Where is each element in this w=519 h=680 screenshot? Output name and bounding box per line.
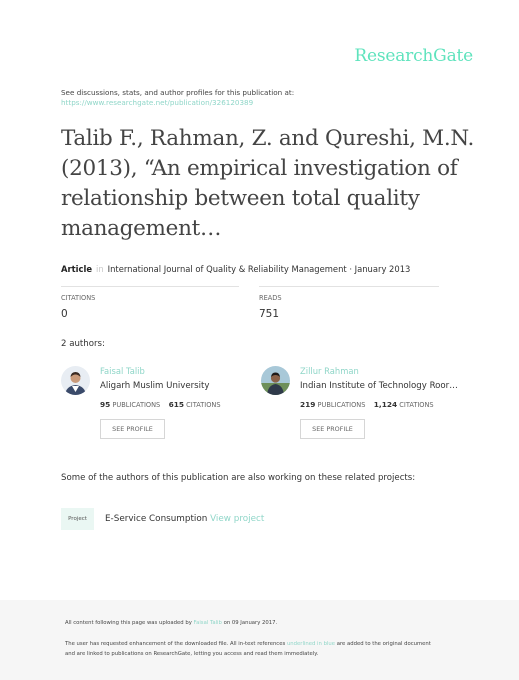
journal-link[interactable]: International Journal of Quality & Reliability Management · January 2013: [107, 264, 411, 274]
author-stats: [100, 400, 221, 409]
author-citations-count: 615: [168, 400, 185, 409]
author-name-link[interactable]: Faisal Talib: [100, 366, 145, 376]
publication-type: Article: [61, 264, 93, 274]
discussion-text: See discussions, stats, and author profiles for this publication at:: [61, 88, 295, 97]
author-avatar[interactable]: [261, 366, 290, 395]
researchgate-logo[interactable]: ResearchGate: [354, 46, 473, 66]
meta-separator: in: [96, 264, 104, 274]
author-citations-count: 1,124: [373, 400, 398, 409]
publication-url-link[interactable]: https://www.researchgate.net/publication/326120389: [61, 98, 254, 107]
author-publications-label: PUBLICATIONS: [112, 401, 161, 409]
upload-notice: [65, 620, 277, 626]
see-profile-button[interactable]: SEE PROFILE: [300, 419, 365, 439]
view-project-link[interactable]: View project: [210, 514, 265, 524]
publication-title[interactable]: Talib F., Rahman, Z. and Qureshi, M.N. (2013), “An empirical investigation of relationship between total quality management…: [61, 126, 475, 241]
author-publications-label: PUBLICATIONS: [317, 401, 366, 409]
reads-count: 751: [259, 308, 280, 320]
underlined-link[interactable]: underlined in blue: [286, 641, 336, 647]
upload-date: on 09 January 2017.: [223, 620, 278, 626]
related-projects-heading: Some of the authors of this publication are also working on these related projects:: [61, 473, 416, 483]
project-name: E-Service Consumption: [105, 514, 208, 524]
author-institution: Indian Institute of Technology Roor…: [300, 381, 458, 391]
author-citations-label: CITATIONS: [186, 401, 221, 409]
enhancement-line3: and are linked to publications on ResearchGate, letting you access and read them immediately.: [65, 650, 319, 657]
see-profile-button[interactable]: SEE PROFILE: [100, 419, 165, 439]
reads-divider: [259, 286, 439, 287]
author-publications-count: 219: [300, 400, 316, 409]
upload-prefix: All content following this page was uploaded by: [65, 620, 192, 626]
project-icon: Project: [61, 508, 94, 530]
author-name-link[interactable]: Zillur Rahman: [300, 366, 359, 376]
enhancement-notice: [65, 640, 431, 659]
citations-count: 0: [61, 308, 68, 320]
uploader-link[interactable]: Faisal Talib: [193, 620, 222, 626]
publication-meta: [61, 264, 410, 274]
enhancement-prefix: The user has requested enhancement of the downloaded file. All in-text references: [65, 641, 286, 647]
enhancement-suffix: are added to the original document: [336, 641, 431, 647]
reads-label: READS: [259, 294, 282, 302]
author-citations-label: CITATIONS: [399, 401, 434, 409]
authors-heading: 2 authors:: [61, 339, 105, 349]
author-institution: Aligarh Muslim University: [100, 381, 210, 391]
author-avatar[interactable]: [61, 366, 90, 395]
project-item: [105, 514, 264, 524]
author-publications-count: 95: [100, 400, 111, 409]
citations-label: CITATIONS: [61, 294, 96, 302]
citations-divider: [61, 286, 239, 287]
author-stats: [300, 400, 434, 409]
